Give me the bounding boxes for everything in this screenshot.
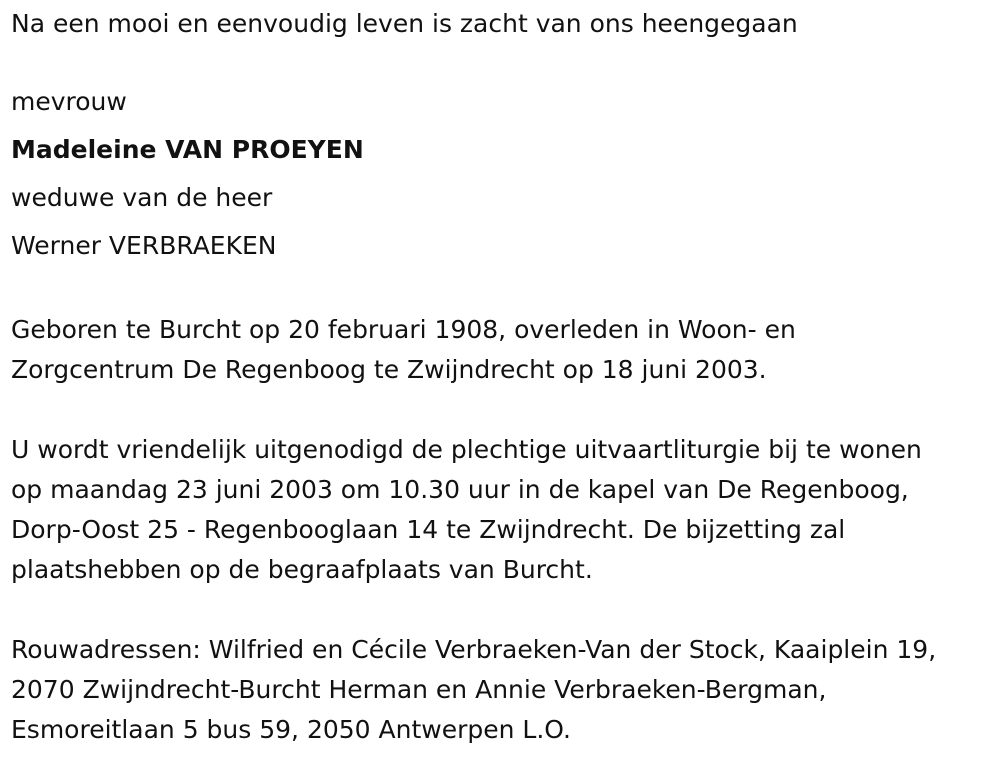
birth-death-paragraph xyxy=(11,310,996,390)
paragraph-line: 2070 Zwijndrecht-Burcht Herman en Annie Verbraeken-Bergman, xyxy=(11,675,827,704)
intro-text: Na een mooi en eenvoudig leven is zacht van ons heengegaan xyxy=(11,9,798,38)
paragraph-line: plaatshebben op de begraafplaats van Burcht. xyxy=(11,555,593,584)
deceased-block xyxy=(11,78,996,270)
paragraph-line: Esmoreitlaan 5 bus 59, 2050 Antwerpen L.O. xyxy=(11,715,571,744)
paragraph-line: Zorgcentrum De Regenboog te Zwijndrecht op 18 juni 2003. xyxy=(11,355,767,384)
addresses-paragraph xyxy=(11,630,996,750)
spouse-name: Werner VERBRAEKEN xyxy=(11,231,277,260)
paragraph-line: Dorp-Oost 25 - Regenbooglaan 14 te Zwijndrecht. De bijzetting zal xyxy=(11,515,846,544)
deceased-name: Madeleine VAN PROEYEN xyxy=(11,135,364,164)
obituary-notice xyxy=(11,0,996,750)
salutation: mevrouw xyxy=(11,87,127,116)
paragraph-line: U wordt vriendelijk uitgenodigd de plechtige uitvaartliturgie bij te wonen xyxy=(11,435,922,464)
funeral-paragraph xyxy=(11,430,996,590)
relation-text: weduwe van de heer xyxy=(11,183,273,212)
paragraph-line: Rouwadressen: Wilfried en Cécile Verbraeken-Van der Stock, Kaaiplein 19, xyxy=(11,635,937,664)
paragraph-line: Geboren te Burcht op 20 februari 1908, overleden in Woon- en xyxy=(11,315,796,344)
paragraph-line: op maandag 23 juni 2003 om 10.30 uur in de kapel van De Regenboog, xyxy=(11,475,909,504)
